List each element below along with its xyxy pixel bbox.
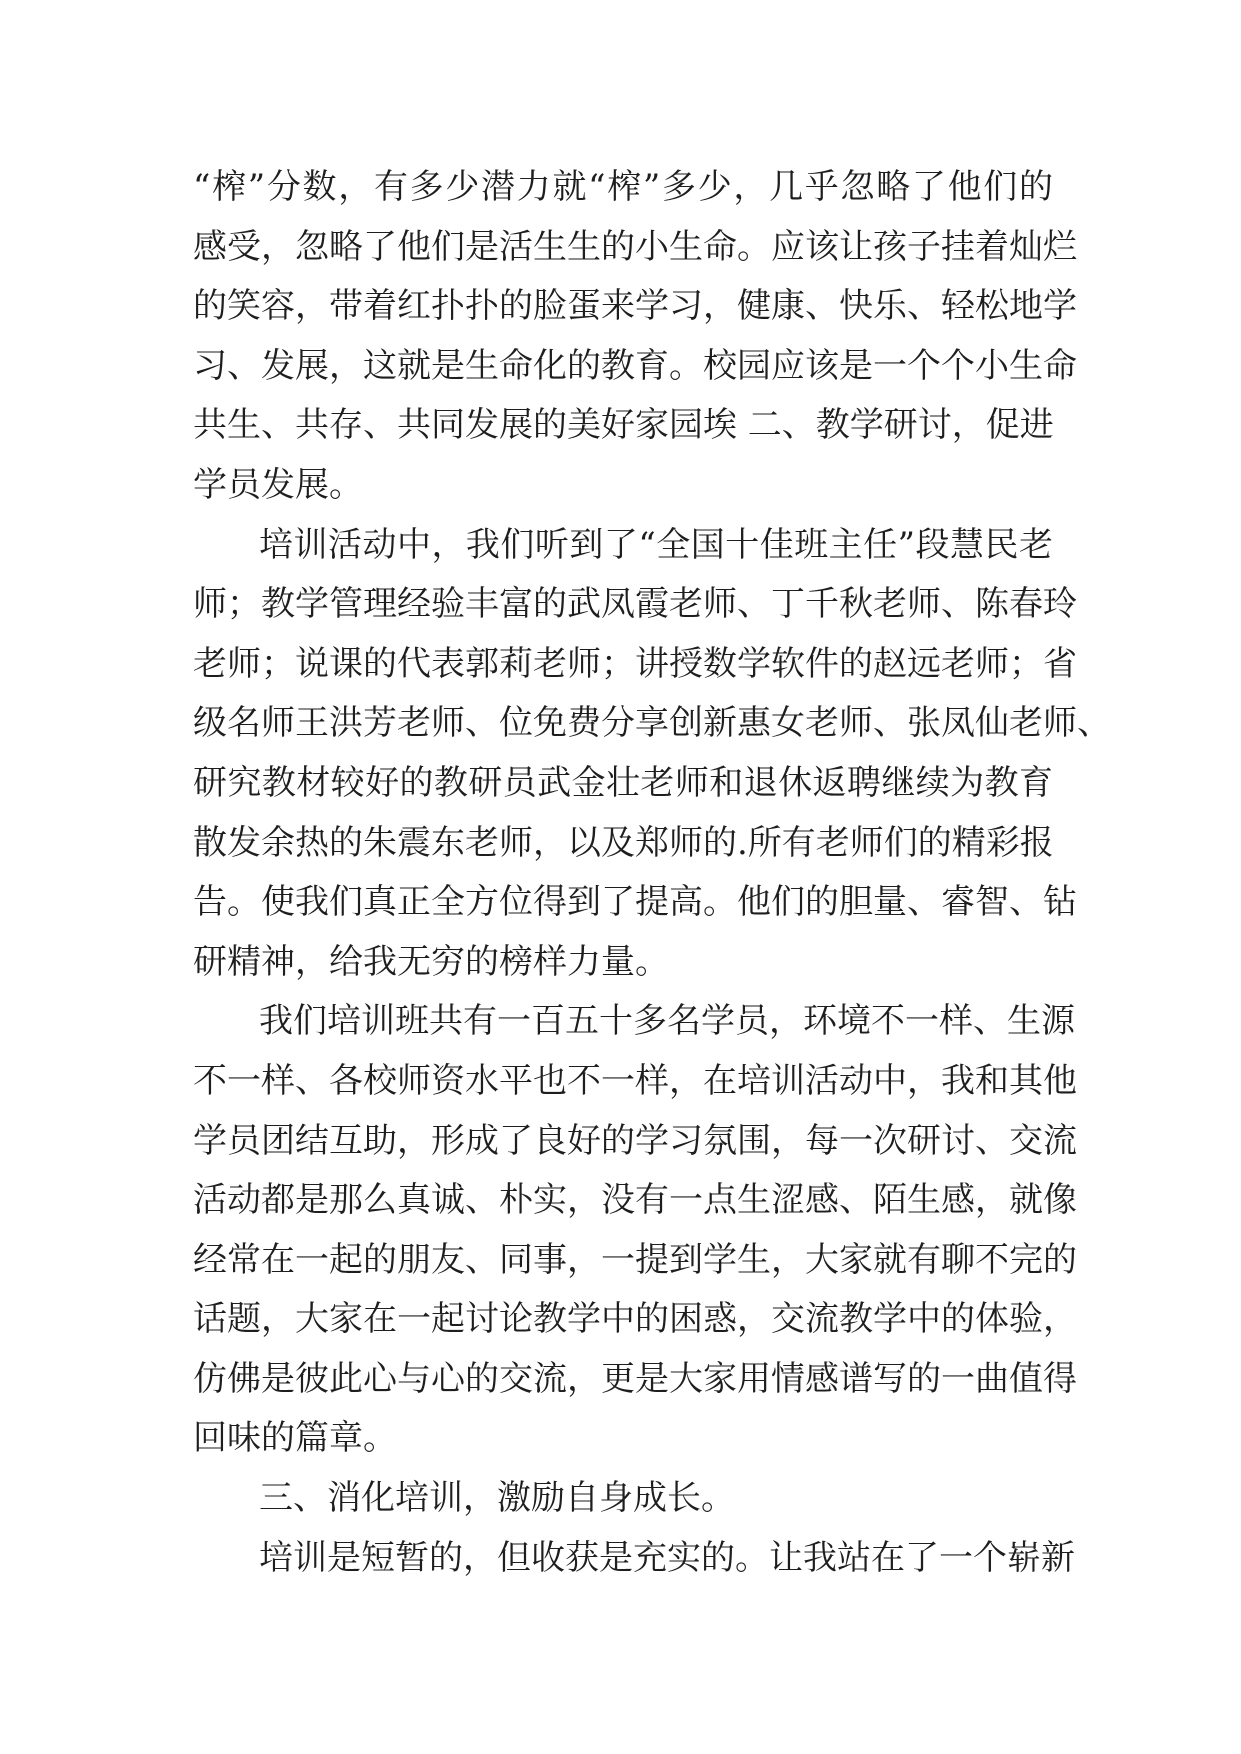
text-line: 感受，忽略了他们是活生生的小生命。应该让孩子挂着灿烂 bbox=[193, 226, 1077, 267]
text-line: 培训活动中，我们听到了“全国十佳班主任”段慧民老 bbox=[259, 524, 1053, 565]
text-line: 三、消化培训，激励自身成长。 bbox=[259, 1478, 735, 1519]
text-line: 散发余热的朱震东老师，以及郑师的.所有老师们的精彩报 bbox=[193, 822, 1054, 863]
text-line: 共生、共存、共同发展的美好家园埃 二、教学研讨，促进 bbox=[193, 405, 1054, 446]
text-line: 老师；说课的代表郭莉老师；讲授数学软件的赵远老师；省 bbox=[193, 643, 1077, 684]
text-line: 研精神，给我无穷的榜样力量。 bbox=[193, 941, 669, 982]
text-line: 告。使我们真正全方位得到了提高。他们的胆量、睿智、钻 bbox=[193, 882, 1077, 923]
text-line: 的笑容，带着红扑扑的脸蛋来学习，健康、快乐、轻松地学 bbox=[193, 286, 1077, 327]
text-line: 话题，大家在一起讨论教学中的困惑，交流教学中的体验， bbox=[193, 1299, 1077, 1340]
text-line: 不一样、各校师资水平也不一样，在培训活动中，我和其他 bbox=[193, 1060, 1077, 1101]
text-line: 培训是短暂的，但收获是充实的。让我站在了一个崭新 bbox=[259, 1537, 1075, 1578]
text-line: 级名师王洪芳老师、位免费分享创新惠女老师、张凤仙老师、 bbox=[193, 703, 1111, 744]
text-line: 回味的篇章。 bbox=[193, 1418, 397, 1459]
text-line: 仿佛是彼此心与心的交流，更是大家用情感谱写的一曲值得 bbox=[193, 1358, 1077, 1399]
text-line: 我们培训班共有一百五十多名学员，环境不一样、生源 bbox=[259, 1001, 1075, 1042]
text-line: 学员发展。 bbox=[193, 464, 363, 505]
text-line: 活动都是那么真诚、朴实，没有一点生涩感、陌生感，就像 bbox=[193, 1180, 1077, 1221]
text-line: 经常在一起的朋友、同事，一提到学生，大家就有聊不完的 bbox=[193, 1239, 1077, 1280]
text-line: 师；教学管理经验丰富的武凤霞老师、丁千秋老师、陈春玲 bbox=[193, 584, 1077, 625]
text-line: 学员团结互助，形成了良好的学习氛围，每一次研讨、交流 bbox=[193, 1120, 1077, 1161]
text-line: 习、发展，这就是生命化的教育。校园应该是一个个小生命 bbox=[193, 345, 1077, 386]
text-line: 研究教材较好的教研员武金壮老师和退休返聘继续为教育 bbox=[193, 762, 1053, 803]
text-line: “榨”分数，有多少潜力就“榨”多少，几乎忽略了他们的 bbox=[193, 167, 1053, 207]
document-body bbox=[193, 158, 1111, 1588]
